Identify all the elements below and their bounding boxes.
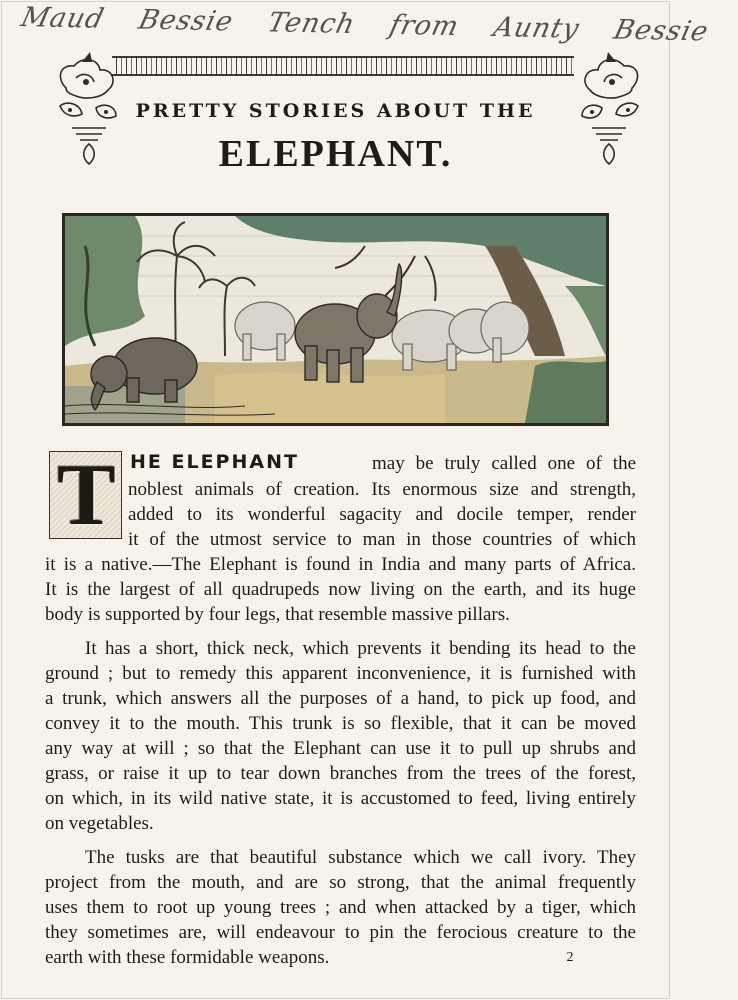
inscription-word: Tench bbox=[264, 7, 359, 41]
text-line: they sometimes are, will endeavour to pin the ferocious creature to the bbox=[45, 922, 636, 943]
text-line: a trunk, which answers all the purposes of a hand, to pick up food, and bbox=[45, 688, 636, 709]
inscription-word: Maud bbox=[18, 2, 108, 35]
page-subtitle: PRETTY STORIES ABOUT THE bbox=[135, 100, 536, 122]
elephant-illustration bbox=[62, 213, 609, 426]
text-line: added to its wonderful sagacity and docile temper, render bbox=[128, 504, 636, 525]
text-line: body is supported by four legs, that resemble massive pillars. bbox=[45, 604, 510, 625]
text-line: any way at will ; so that the Elephant can use it to pull up shrubs and bbox=[45, 738, 636, 759]
text-line: earth with these formidable weapons. bbox=[45, 947, 330, 968]
text-line: The tusks are that beautiful substance which we call ivory. They bbox=[85, 847, 636, 868]
page-title: ELEPHANT. bbox=[218, 133, 453, 175]
text-line: uses them to root up young trees ; and when attacked by a tiger, which bbox=[45, 897, 636, 918]
text-line: on vegetables. bbox=[45, 813, 154, 834]
text-line: It has a short, thick neck, which prevents it bending its head to the bbox=[85, 638, 636, 659]
text-line: project from the mouth, and are so strong, that the animal frequently bbox=[45, 872, 636, 893]
text-line: it of the utmost service to man in those countries of which bbox=[128, 529, 636, 550]
text-line: grass, or raise it up to tear down branches from the trees of the forest, bbox=[45, 763, 636, 784]
ornamental-border bbox=[112, 56, 574, 76]
dropcap-frame bbox=[49, 447, 122, 544]
dropcap-letter: T bbox=[57, 447, 116, 544]
inscription-word: Aunty bbox=[490, 11, 583, 45]
page-number: 2 bbox=[566, 950, 574, 965]
inscription-word: Bessie bbox=[135, 4, 237, 38]
text-line: convey it to the mouth. This trunk is so flexible, that it can be moved bbox=[45, 713, 636, 734]
elephants-landscape-engraving-icon bbox=[65, 216, 606, 423]
lead-caps: HE ELEPHANT bbox=[130, 451, 362, 473]
text-line: ground ; but to remedy this apparent inconvenience, it is furnished with bbox=[45, 663, 636, 684]
text-line: it is a native.—The Elephant is found in India and many parts of Africa. bbox=[45, 554, 636, 575]
inscription-word: Bessie bbox=[610, 14, 712, 48]
text-line: may be truly called one of the bbox=[372, 453, 636, 474]
inscription-word: from bbox=[386, 9, 463, 43]
text-line: on which, in its wild native state, it is accustomed to feed, living entirely bbox=[45, 788, 636, 809]
text-line: noblest animals of creation. Its enormous size and strength, bbox=[128, 479, 636, 500]
text-line: It is the largest of all quadrupeds now living on the earth, and its huge bbox=[45, 579, 636, 600]
